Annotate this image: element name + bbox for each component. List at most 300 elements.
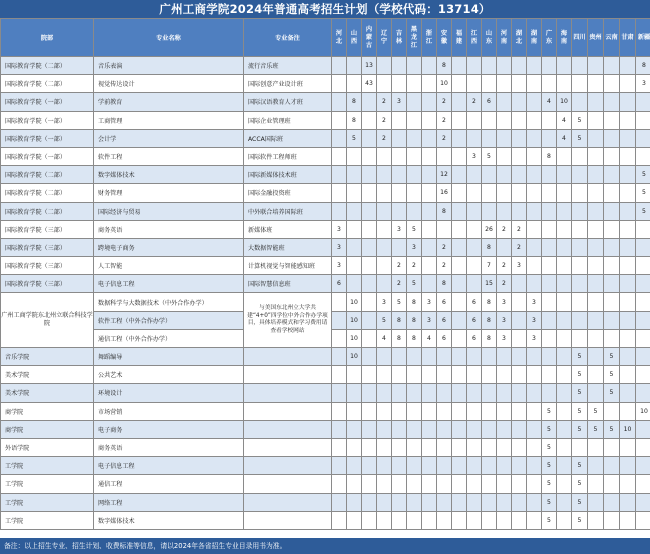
table-row bbox=[1, 420, 650, 438]
plan-count bbox=[362, 384, 377, 402]
dept-cell: 美术学院 bbox=[1, 366, 94, 384]
plan-count bbox=[620, 75, 636, 93]
plan-count bbox=[604, 129, 620, 147]
plan-count bbox=[497, 93, 512, 111]
plan-count bbox=[482, 129, 497, 147]
plan-count bbox=[467, 366, 482, 384]
plan-count bbox=[482, 111, 497, 129]
major-cell: 电子信息工程 bbox=[94, 457, 244, 475]
plan-count: 8 bbox=[437, 57, 452, 75]
plan-count bbox=[392, 475, 407, 493]
plan-count: 5 bbox=[604, 420, 620, 438]
dept-cell: 外语学院 bbox=[1, 438, 94, 456]
plan-count bbox=[512, 111, 527, 129]
table-row bbox=[1, 384, 650, 402]
plan-count: 3 bbox=[497, 329, 512, 347]
plan-count bbox=[527, 366, 542, 384]
dept-cell: 商学院 bbox=[1, 402, 94, 420]
plan-count bbox=[437, 420, 452, 438]
plan-count: 2 bbox=[497, 220, 512, 238]
plan-count: 2 bbox=[437, 93, 452, 111]
plan-count bbox=[482, 438, 497, 456]
plan-count bbox=[482, 420, 497, 438]
plan-count: 7 bbox=[482, 257, 497, 275]
plan-count bbox=[377, 457, 392, 475]
plan-count bbox=[557, 493, 572, 511]
remark-cell bbox=[244, 366, 332, 384]
table-row bbox=[1, 220, 650, 238]
plan-count bbox=[588, 93, 604, 111]
plan-count bbox=[512, 366, 527, 384]
dept-cell: 商学院 bbox=[1, 420, 94, 438]
plan-count: 3 bbox=[422, 293, 437, 311]
plan-count bbox=[604, 275, 620, 293]
plan-count: 5 bbox=[604, 366, 620, 384]
plan-count bbox=[347, 511, 362, 529]
header-province: 河南 bbox=[497, 19, 512, 57]
plan-count bbox=[467, 493, 482, 511]
table-row bbox=[1, 57, 650, 75]
plan-count: 5 bbox=[347, 129, 362, 147]
plan-count bbox=[392, 402, 407, 420]
plan-count: 2 bbox=[377, 111, 392, 129]
plan-count bbox=[512, 57, 527, 75]
plan-count bbox=[604, 75, 620, 93]
plan-count bbox=[497, 202, 512, 220]
major-cell: 跨境电子商务 bbox=[94, 238, 244, 256]
plan-count bbox=[620, 220, 636, 238]
plan-count bbox=[422, 147, 437, 165]
plan-count: 10 bbox=[557, 93, 572, 111]
plan-count bbox=[437, 511, 452, 529]
plan-count bbox=[604, 457, 620, 475]
major-cell: 商务英语 bbox=[94, 220, 244, 238]
plan-count: 8 bbox=[542, 147, 557, 165]
plan-count: 2 bbox=[407, 257, 422, 275]
plan-count bbox=[452, 220, 467, 238]
plan-count bbox=[377, 438, 392, 456]
plan-count bbox=[422, 57, 437, 75]
plan-count bbox=[467, 129, 482, 147]
plan-count bbox=[467, 57, 482, 75]
plan-count bbox=[588, 366, 604, 384]
plan-count bbox=[527, 147, 542, 165]
plan-count bbox=[452, 93, 467, 111]
plan-count bbox=[452, 511, 467, 529]
plan-count bbox=[557, 475, 572, 493]
dept-cell: 国际教育学院（一部） bbox=[1, 147, 94, 165]
plan-count bbox=[572, 202, 588, 220]
plan-count bbox=[527, 257, 542, 275]
plan-count bbox=[407, 111, 422, 129]
table-row bbox=[1, 166, 650, 184]
plan-count bbox=[467, 275, 482, 293]
plan-count bbox=[482, 402, 497, 420]
plan-count bbox=[437, 438, 452, 456]
plan-count bbox=[542, 384, 557, 402]
plan-count bbox=[422, 93, 437, 111]
plan-count bbox=[527, 275, 542, 293]
major-cell: 数字媒体技术 bbox=[94, 511, 244, 529]
plan-count bbox=[407, 129, 422, 147]
plan-count: 5 bbox=[542, 438, 557, 456]
table-row bbox=[1, 438, 650, 456]
plan-count bbox=[636, 311, 650, 329]
major-cell: 通信工程 bbox=[94, 475, 244, 493]
plan-count bbox=[636, 420, 650, 438]
plan-count bbox=[588, 293, 604, 311]
plan-count bbox=[407, 438, 422, 456]
plan-count bbox=[452, 184, 467, 202]
plan-count bbox=[347, 402, 362, 420]
plan-count bbox=[362, 275, 377, 293]
plan-count bbox=[527, 238, 542, 256]
table-row bbox=[1, 457, 650, 475]
plan-count bbox=[636, 93, 650, 111]
plan-count bbox=[636, 220, 650, 238]
major-cell: 商务英语 bbox=[94, 438, 244, 456]
plan-count: 5 bbox=[572, 420, 588, 438]
plan-count bbox=[392, 75, 407, 93]
plan-count bbox=[557, 384, 572, 402]
plan-count bbox=[467, 511, 482, 529]
major-cell: 公共艺术 bbox=[94, 366, 244, 384]
plan-count bbox=[407, 475, 422, 493]
plan-count bbox=[636, 384, 650, 402]
plan-count bbox=[392, 366, 407, 384]
plan-count: 3 bbox=[527, 293, 542, 311]
plan-count bbox=[620, 493, 636, 511]
plan-count bbox=[422, 111, 437, 129]
plan-count bbox=[467, 111, 482, 129]
remark-cell: 国际智慧信息班 bbox=[244, 275, 332, 293]
plan-count: 3 bbox=[332, 238, 347, 256]
remark-cell bbox=[244, 457, 332, 475]
plan-count bbox=[332, 348, 347, 366]
dept-cell: 国际教育学院（二部） bbox=[1, 166, 94, 184]
plan-count bbox=[362, 511, 377, 529]
plan-count bbox=[542, 75, 557, 93]
plan-count bbox=[347, 366, 362, 384]
major-cell: 网络工程 bbox=[94, 493, 244, 511]
plan-count bbox=[392, 511, 407, 529]
plan-count bbox=[377, 220, 392, 238]
footnote: 备注：以上招生专业、招生计划、收费标准等信息，请以2024年各省招生专业目录用书为准。 bbox=[0, 538, 650, 554]
plan-count bbox=[482, 384, 497, 402]
plan-count bbox=[620, 111, 636, 129]
remark-cell bbox=[244, 438, 332, 456]
plan-count bbox=[482, 57, 497, 75]
plan-count: 5 bbox=[572, 129, 588, 147]
plan-count bbox=[407, 384, 422, 402]
plan-count: 5 bbox=[572, 402, 588, 420]
plan-count bbox=[437, 348, 452, 366]
plan-count bbox=[332, 493, 347, 511]
plan-count bbox=[588, 129, 604, 147]
plan-count bbox=[604, 111, 620, 129]
plan-count bbox=[557, 202, 572, 220]
table-row bbox=[1, 184, 650, 202]
plan-count: 5 bbox=[604, 384, 620, 402]
plan-count bbox=[588, 238, 604, 256]
plan-count: 4 bbox=[422, 329, 437, 347]
dept-cell: 国际教育学院（三部） bbox=[1, 220, 94, 238]
plan-count bbox=[527, 493, 542, 511]
plan-count bbox=[557, 457, 572, 475]
plan-count bbox=[347, 238, 362, 256]
plan-count bbox=[588, 202, 604, 220]
plan-count bbox=[588, 457, 604, 475]
plan-count bbox=[604, 220, 620, 238]
plan-count bbox=[422, 457, 437, 475]
header-province: 湖南 bbox=[527, 19, 542, 57]
major-cell: 人工智能 bbox=[94, 257, 244, 275]
plan-count: 5 bbox=[572, 348, 588, 366]
plan-count bbox=[557, 366, 572, 384]
plan-count bbox=[437, 220, 452, 238]
remark-cell: 国际创意产业设计班 bbox=[244, 75, 332, 93]
remark-cell: ACCA国际班 bbox=[244, 129, 332, 147]
plan-count bbox=[422, 420, 437, 438]
plan-count bbox=[392, 493, 407, 511]
header-province: 河北 bbox=[332, 19, 347, 57]
plan-count: 10 bbox=[620, 420, 636, 438]
plan-count bbox=[332, 184, 347, 202]
major-cell: 国际经济与贸易 bbox=[94, 202, 244, 220]
plan-count: 2 bbox=[512, 220, 527, 238]
plan-count bbox=[347, 57, 362, 75]
plan-count bbox=[620, 202, 636, 220]
table-row bbox=[1, 202, 650, 220]
plan-count bbox=[452, 57, 467, 75]
plan-count bbox=[620, 275, 636, 293]
plan-count: 5 bbox=[604, 348, 620, 366]
plan-count bbox=[332, 93, 347, 111]
header-province: 四川 bbox=[572, 19, 588, 57]
plan-count bbox=[604, 57, 620, 75]
plan-count bbox=[557, 329, 572, 347]
dept-cell: 国际教育学院（三部） bbox=[1, 257, 94, 275]
plan-count bbox=[620, 329, 636, 347]
header-major: 专业名称 bbox=[94, 19, 244, 57]
table-row bbox=[1, 111, 650, 129]
plan-count bbox=[392, 129, 407, 147]
plan-count bbox=[392, 202, 407, 220]
plan-count bbox=[392, 57, 407, 75]
table-row bbox=[1, 293, 650, 311]
plan-count bbox=[422, 129, 437, 147]
plan-count bbox=[467, 238, 482, 256]
plan-count bbox=[512, 93, 527, 111]
plan-count: 5 bbox=[542, 420, 557, 438]
plan-count bbox=[497, 184, 512, 202]
plan-count bbox=[362, 166, 377, 184]
plan-count bbox=[497, 75, 512, 93]
plan-count bbox=[452, 420, 467, 438]
remark-cell: 流行音乐班 bbox=[244, 57, 332, 75]
plan-count: 3 bbox=[497, 311, 512, 329]
plan-count bbox=[482, 75, 497, 93]
plan-count bbox=[497, 493, 512, 511]
dept-cell: 国际教育学院（二部） bbox=[1, 57, 94, 75]
major-cell: 学前教育 bbox=[94, 93, 244, 111]
plan-count bbox=[542, 184, 557, 202]
plan-count bbox=[377, 493, 392, 511]
plan-count: 13 bbox=[362, 57, 377, 75]
plan-count bbox=[377, 75, 392, 93]
plan-count: 5 bbox=[572, 493, 588, 511]
plan-count bbox=[467, 202, 482, 220]
plan-count bbox=[588, 166, 604, 184]
plan-count bbox=[362, 438, 377, 456]
plan-count bbox=[542, 348, 557, 366]
plan-count: 6 bbox=[437, 329, 452, 347]
plan-count bbox=[437, 457, 452, 475]
plan-count bbox=[437, 475, 452, 493]
dept-cell: 工学院 bbox=[1, 493, 94, 511]
plan-count bbox=[512, 457, 527, 475]
plan-count: 2 bbox=[437, 257, 452, 275]
plan-count bbox=[588, 75, 604, 93]
plan-count bbox=[604, 475, 620, 493]
plan-count: 8 bbox=[482, 238, 497, 256]
plan-count bbox=[452, 257, 467, 275]
plan-count: 5 bbox=[542, 493, 557, 511]
plan-count bbox=[377, 348, 392, 366]
plan-count bbox=[557, 438, 572, 456]
dept-cell: 国际教育学院（二部） bbox=[1, 202, 94, 220]
plan-count bbox=[362, 238, 377, 256]
plan-count bbox=[512, 402, 527, 420]
plan-count: 3 bbox=[497, 293, 512, 311]
table-row bbox=[1, 402, 650, 420]
plan-count: 8 bbox=[437, 275, 452, 293]
header-dept: 院部 bbox=[1, 19, 94, 57]
plan-count bbox=[557, 293, 572, 311]
plan-count bbox=[467, 457, 482, 475]
plan-count bbox=[422, 257, 437, 275]
plan-count bbox=[512, 147, 527, 165]
plan-count bbox=[620, 129, 636, 147]
plan-count bbox=[604, 184, 620, 202]
plan-count bbox=[482, 493, 497, 511]
plan-count bbox=[588, 311, 604, 329]
remark-cell: 国际新媒体技术班 bbox=[244, 166, 332, 184]
plan-count bbox=[332, 202, 347, 220]
remark-cell: 国际金融投资班 bbox=[244, 184, 332, 202]
plan-count bbox=[407, 511, 422, 529]
plan-count bbox=[392, 238, 407, 256]
plan-count bbox=[527, 202, 542, 220]
plan-count: 43 bbox=[362, 75, 377, 93]
plan-count bbox=[452, 457, 467, 475]
plan-count: 2 bbox=[392, 257, 407, 275]
plan-count: 2 bbox=[497, 275, 512, 293]
plan-count bbox=[620, 238, 636, 256]
plan-count: 2 bbox=[392, 275, 407, 293]
header-province: 甘肃 bbox=[620, 19, 636, 57]
plan-count bbox=[452, 293, 467, 311]
plan-count bbox=[347, 384, 362, 402]
plan-count bbox=[482, 202, 497, 220]
plan-count bbox=[604, 202, 620, 220]
plan-count bbox=[467, 384, 482, 402]
major-cell: 软件工程 bbox=[94, 147, 244, 165]
plan-count bbox=[362, 457, 377, 475]
plan-count: 10 bbox=[636, 402, 650, 420]
plan-count bbox=[392, 420, 407, 438]
dept-cell: 工学院 bbox=[1, 475, 94, 493]
plan-count: 10 bbox=[347, 311, 362, 329]
plan-count: 5 bbox=[572, 111, 588, 129]
plan-count bbox=[620, 311, 636, 329]
plan-count bbox=[557, 166, 572, 184]
plan-count: 4 bbox=[557, 111, 572, 129]
plan-count bbox=[377, 366, 392, 384]
plan-count: 4 bbox=[557, 129, 572, 147]
plan-count: 3 bbox=[467, 147, 482, 165]
plan-count bbox=[620, 457, 636, 475]
header-province: 江西 bbox=[467, 19, 482, 57]
plan-count: 26 bbox=[482, 220, 497, 238]
plan-count: 2 bbox=[377, 129, 392, 147]
remark-cell: 国际软件工程师班 bbox=[244, 147, 332, 165]
plan-count bbox=[347, 493, 362, 511]
plan-count bbox=[572, 166, 588, 184]
plan-count: 5 bbox=[542, 457, 557, 475]
dept-cell: 国际教育学院（二部） bbox=[1, 75, 94, 93]
plan-count bbox=[452, 384, 467, 402]
plan-count bbox=[588, 493, 604, 511]
plan-count: 10 bbox=[347, 293, 362, 311]
plan-count bbox=[422, 384, 437, 402]
plan-count bbox=[377, 511, 392, 529]
plan-count: 6 bbox=[437, 311, 452, 329]
plan-count bbox=[512, 438, 527, 456]
remark-cell: 新媒体班 bbox=[244, 220, 332, 238]
plan-count bbox=[542, 166, 557, 184]
plan-count bbox=[542, 129, 557, 147]
plan-count: 6 bbox=[332, 275, 347, 293]
plan-count bbox=[604, 238, 620, 256]
plan-count bbox=[437, 402, 452, 420]
dept-cell: 音乐学院 bbox=[1, 348, 94, 366]
plan-count bbox=[588, 147, 604, 165]
plan-count bbox=[392, 166, 407, 184]
plan-count bbox=[572, 220, 588, 238]
plan-count bbox=[572, 93, 588, 111]
plan-count bbox=[620, 438, 636, 456]
plan-count bbox=[362, 402, 377, 420]
plan-count bbox=[636, 329, 650, 347]
plan-count bbox=[527, 75, 542, 93]
plan-count bbox=[392, 111, 407, 129]
plan-count: 5 bbox=[588, 420, 604, 438]
plan-count bbox=[362, 257, 377, 275]
plan-count bbox=[636, 511, 650, 529]
plan-count bbox=[332, 438, 347, 456]
plan-count bbox=[332, 57, 347, 75]
plan-count bbox=[452, 275, 467, 293]
remark-cell bbox=[244, 420, 332, 438]
major-cell: 软件工程（中外合作办学） bbox=[94, 311, 244, 329]
plan-count bbox=[497, 111, 512, 129]
plan-count: 5 bbox=[377, 311, 392, 329]
dept-cell: 美术学院 bbox=[1, 384, 94, 402]
plan-count bbox=[347, 475, 362, 493]
plan-count bbox=[452, 493, 467, 511]
plan-count bbox=[636, 147, 650, 165]
